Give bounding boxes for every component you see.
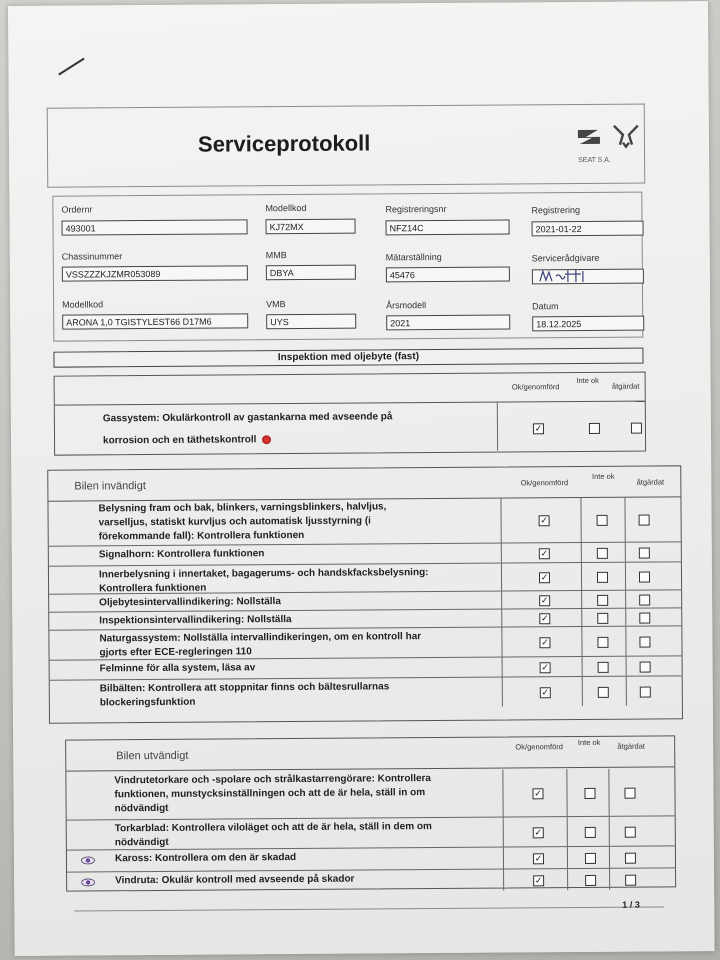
document-title: Serviceprotokoll [197,130,371,157]
table-row [50,676,682,709]
row-text: Felminne för alla system, läsa av [99,662,256,675]
datum-field: 18.12.2025 [532,316,644,332]
signature-icon [537,267,597,285]
ordernr-field: 493001 [61,219,247,235]
row-text: Inspektionsintervallindikering: Nollställa [99,614,292,627]
inte-ok-checkbox[interactable] [584,788,595,799]
row-text: blockeringsfunktion [99,696,196,709]
row-text: Oljebytesintervallindikering: Nollställa [99,596,281,609]
exterior-section-header [66,736,674,771]
inte-ok-checkbox[interactable] [597,548,608,559]
gas-inte-ok-checkbox[interactable] [589,423,600,434]
atgardat-checkbox[interactable] [625,875,636,886]
table-row [55,401,645,454]
row-text: nödvändigt [114,836,169,849]
seat-logo-icon [576,127,604,147]
inte-ok-checkbox[interactable] [585,875,596,886]
col-divider [497,402,498,451]
inspection-bar: Inspektion med oljebyte (fast) [53,348,643,368]
modellkod-field: KJ72MX [265,219,355,235]
col-atgardat-label: åtgärdat [617,741,645,751]
row-text: Naturgassystem: Nollställa intervallindikeringen, om en kontroll har [99,631,422,645]
table-row [49,562,681,594]
cupra-logo-icon [611,123,641,149]
pen-mark [58,58,84,76]
inte-ok-checkbox[interactable] [598,687,609,698]
col-divider [501,592,502,609]
row-text: Belysning fram och bak, blinkers, varningsblinkers, halvljus, [98,501,387,515]
inte-ok-checkbox[interactable] [597,515,608,526]
ok-checkbox[interactable]: ✓ [541,687,550,698]
col-divider [608,769,609,816]
row-text: funktionen, munstycksinställningen och att de är hela, ställ in om [114,787,426,801]
row-text: Vindrutetorkare och -spolare och strålkastarrengörare: Kontrollera [114,773,432,787]
atgardat-checkbox[interactable] [639,637,650,648]
row-text: nödvändigt [114,802,169,815]
col-inte-ok-label: Inte ok [576,375,599,386]
gas-section [54,372,647,456]
row-text: Bilbälten: Kontrollera att stoppnitar finns och bältesrullarnas [99,681,390,695]
ok-checkbox[interactable]: ✓ [540,595,549,606]
table-row [67,816,675,850]
footer-divider [74,906,664,911]
brand-subtitle: SEAT S.A. [578,156,611,165]
arsmodell-label: Årsmodell [386,300,427,311]
servicegivare-label: Servicerådgivare [531,252,600,264]
ok-checkbox[interactable]: ✓ [540,515,548,526]
ok-checkbox[interactable]: ✓ [534,827,543,838]
interior-section-title: Bilen invändigt [74,480,146,493]
ok-checkbox[interactable]: ✓ [534,875,543,886]
inte-ok-checkbox[interactable] [597,572,608,583]
col-divider [500,498,501,543]
atgardat-checkbox[interactable] [639,572,650,583]
red-sticker-icon [262,435,271,444]
atgardat-checkbox[interactable] [639,595,650,606]
table-row [48,496,680,546]
inte-ok-checkbox[interactable] [597,613,608,624]
arsmodell-field: 2021 [386,315,510,331]
col-divider [581,543,582,562]
inte-ok-checkbox[interactable] [597,595,608,606]
table-row [66,768,674,820]
col-divider [502,678,503,707]
col-divider [626,657,627,676]
mmb-label: MMB [265,250,287,261]
col-divider [581,627,582,656]
col-ok-label: Ok/genomförd [515,742,563,752]
chassi-field: VSSZZZKJZMR053089 [62,265,248,281]
atgardat-checkbox[interactable] [640,662,651,673]
col-divider [503,870,504,891]
col-divider [626,677,627,706]
col-divider [567,869,568,890]
row-text: Innerbelysning i innertaket, bagagerums- och handskfacksbelysning: [98,567,429,581]
row-text: Vindruta: Okulär kontroll med avseende på skador [115,873,355,887]
col-divider [625,563,626,590]
page-number: 1 / 3 [622,899,640,910]
col-divider [503,848,504,869]
modell-field: ARONA 1,0 TGISTYLEST66 D17M6 [62,313,248,329]
col-divider [609,847,610,868]
row-text: Torkarblad: Kontrollera viloläget och att de är hela, ställ in dem om [114,821,432,835]
col-atgardat-label: åtgärdat [636,477,665,487]
row-text: gjorts efter ECE-regleringen 110 [99,646,252,659]
modell-label: Modellkod [62,299,104,310]
mmb-field: DBYA [266,265,356,281]
matar-label: Mätarställning [385,251,442,263]
matar-field: 45476 [386,267,510,283]
chassi-label: Chassinummer [61,251,123,262]
ordernr-label: Ordernr [61,204,93,215]
registrering-field: 2021-01-22 [532,221,644,237]
col-divider [502,770,503,817]
col-divider [501,610,502,627]
atgardat-checkbox[interactable] [639,613,650,624]
col-divider [581,609,582,626]
gas-atgardat-checkbox[interactable] [631,423,642,434]
exterior-section [65,735,676,891]
table-row [67,868,675,893]
col-divider [501,544,502,563]
inte-ok-checkbox[interactable] [585,853,596,864]
col-divider [582,677,583,706]
row-text: Signalhorn: Kontrollera funktionen [98,548,265,561]
col-divider [625,609,626,626]
atgardat-checkbox[interactable] [639,548,650,559]
col-divider [567,847,568,868]
col-divider [501,628,502,657]
col-divider [580,497,581,542]
col-ok-label: Ok/genomförd [520,478,569,488]
gas-row-line1: Gassystem: Okulärkontroll av gastankarna med avseende på [102,411,393,425]
inte-ok-checkbox[interactable] [585,827,596,838]
datum-label: Datum [532,301,559,312]
atgardat-checkbox[interactable] [639,515,650,526]
atgardat-checkbox[interactable] [625,827,636,838]
registrering-label: Registrering [531,205,581,216]
eye-icon [81,878,95,886]
ok-checkbox[interactable]: ✓ [540,572,549,583]
col-divider [625,627,626,656]
col-inte-ok-label: Inte ok [577,737,601,748]
gas-row-line2: korrosion och en täthetskontroll [102,434,257,447]
vmb-field: UYS [266,314,356,330]
table-row [49,626,681,660]
regnr-label: Registreringsnr [385,203,447,215]
atgardat-checkbox[interactable] [625,853,636,864]
col-divider [609,869,610,890]
col-divider [566,769,567,816]
title-box [47,104,646,188]
ok-checkbox[interactable]: ✓ [541,662,549,673]
atgardat-checkbox[interactable] [624,788,635,799]
vmb-label: VMB [266,299,286,310]
interior-section [47,465,683,723]
modellkod-label: Modellkod [265,202,307,214]
col-divider [581,591,582,608]
eye-icon [81,856,95,864]
col-divider [624,497,625,542]
regnr-field: NFZ14C [386,220,510,236]
ok-checkbox[interactable]: ✓ [534,853,543,864]
row-text: varselljus, statiskt kurvljus och automatisk ljusstyrning (i [98,515,371,529]
col-atgardat-label: åtgärdat [611,381,640,391]
col-divider [567,817,568,846]
row-text: Kontrollera funktionen [99,582,207,595]
vehicle-info-box [52,192,643,342]
gas-ok-checkbox[interactable]: ✓ [534,423,543,434]
row-text: Kaross: Kontrollera om den är skadad [114,852,297,865]
ok-checkbox[interactable]: ✓ [540,548,549,559]
servicegivare-field [532,269,644,285]
col-ok-label: Ok/genomförd [511,382,560,392]
service-protocol-page [8,1,715,956]
col-divider [609,817,610,846]
col-divider [625,591,626,608]
col-divider [503,818,504,847]
inte-ok-checkbox[interactable] [598,662,609,673]
ok-checkbox[interactable]: ✓ [534,788,542,799]
col-divider [502,658,503,677]
exterior-section-title: Bilen utvändigt [116,749,189,763]
atgardat-checkbox[interactable] [640,687,651,698]
col-divider [582,657,583,676]
col-divider [625,543,626,562]
col-divider [501,564,502,591]
ok-checkbox[interactable]: ✓ [540,613,549,624]
col-inte-ok-label: Inte ok [592,471,615,481]
row-text: förekommande fall): Kontrollera funktionen [98,529,305,543]
inte-ok-checkbox[interactable] [597,637,608,648]
col-divider [581,563,582,590]
ok-checkbox[interactable]: ✓ [541,637,549,648]
